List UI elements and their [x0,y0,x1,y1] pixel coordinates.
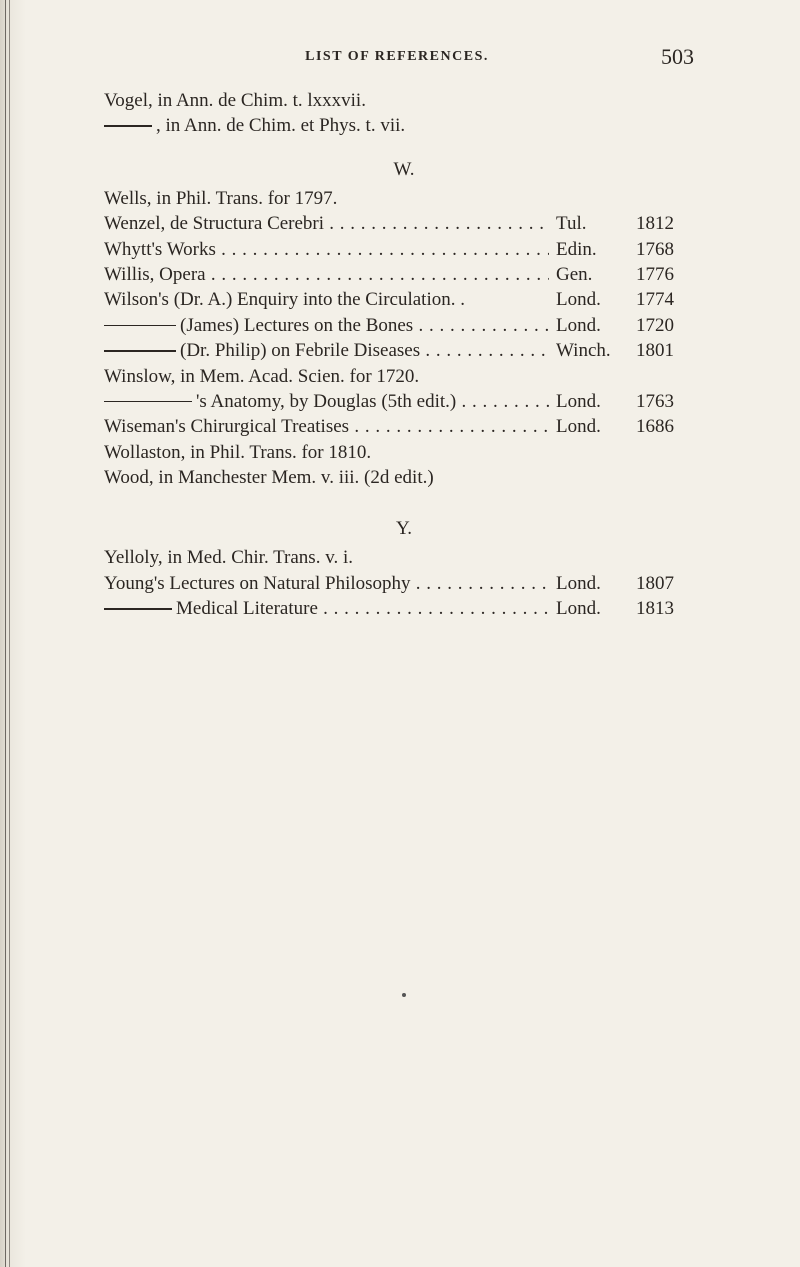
entry-year: 1686 [636,416,674,438]
entry-text-continued: Medical Literature . . . [104,596,549,621]
page-number: 503 [661,44,694,69]
entry-year: 1776 [636,263,674,285]
entry-text: Willis, Opera . . . [104,262,549,287]
entry-year: 1801 [636,340,674,362]
reference-entry [104,545,694,570]
entry-place: Tul. [556,213,587,235]
reference-entry [104,262,694,287]
entry-text-continued: (Dr. Philip) on Febrile Diseases . . . [104,338,549,363]
entry-year: 1812 [636,213,674,235]
entry-text: Wenzel, de Structura Cerebri . . . [104,211,549,236]
reference-entry [104,113,694,138]
entry-place: Lond. [556,572,601,594]
reference-list [104,88,694,622]
entry-text-continued: (James) Lectures on the Bones . . . [104,313,549,338]
reference-entry [104,237,694,262]
ditto-dash [104,608,172,610]
running-title: LIST OF REFERENCES. [305,49,489,64]
entry-text: Vogel, in Ann. de Chim. t. lxxxvii. [104,90,366,111]
ink-speck [402,993,406,997]
entry-text: Wiseman's Chirurgical Treatises . . . [104,414,549,439]
reference-entry [104,596,694,621]
entry-year: 1813 [636,598,674,620]
entry-text: Wollaston, in Phil. Trans. for 1810. [104,441,372,463]
reference-entry [104,313,694,338]
entry-year: 1774 [636,289,674,311]
entry-place: Lond. [556,416,601,438]
section-heading-w: W. [393,158,415,180]
entry-text: Wells, in Phil. Trans. for 1797. [104,187,338,209]
reference-entry [104,465,694,490]
page-header [100,44,694,74]
binding-edge-line [9,0,10,1267]
entry-year: 1768 [636,238,674,260]
reference-entry [104,287,694,312]
entry-place: Lond. [556,390,601,412]
entry-place: Gen. [556,263,593,285]
entry-place: Edin. [556,238,597,260]
entry-year: 1720 [636,314,674,336]
reference-entry [104,364,694,389]
ditto-dash [104,125,152,127]
entry-place: Lond. [556,289,601,311]
entry-text-continued: , in Ann. de Chim. et Phys. t. vii. [104,113,405,138]
reference-entry [104,440,694,465]
reference-entry [104,389,694,414]
entry-text: Wood, in Manchester Mem. v. iii. (2d edit.) [104,467,434,489]
entry-text: Winslow, in Mem. Acad. Scien. for 1720. [104,365,420,387]
reference-entry [104,414,694,439]
entry-text: Yelloly, in Med. Chir. Trans. v. i. [104,547,353,569]
reference-entry [104,88,694,113]
entry-place: Lond. [556,314,601,336]
entry-place: Lond. [556,598,601,620]
entry-text: Whytt's Works . . . [104,237,549,262]
entry-year: 1807 [636,572,674,594]
entry-place: Winch. [556,340,611,362]
entry-text: Wilson's (Dr. A.) Enquiry into the Circulation. . [104,289,465,311]
binding-edge-line [5,0,6,1267]
reference-entry [104,211,694,236]
entry-year: 1763 [636,390,674,412]
ditto-dash [104,350,176,352]
reference-entry [104,571,694,596]
ditto-dash [104,401,192,403]
ditto-dash [104,325,176,327]
reference-entry [104,338,694,363]
entry-text: Young's Lectures on Natural Philosophy . . . [104,571,549,596]
page-binding [0,0,26,1267]
entry-text-continued: 's Anatomy, by Douglas (5th edit.) . . . [104,389,549,414]
section-heading-y: Y. [395,518,413,540]
reference-entry [104,186,694,211]
